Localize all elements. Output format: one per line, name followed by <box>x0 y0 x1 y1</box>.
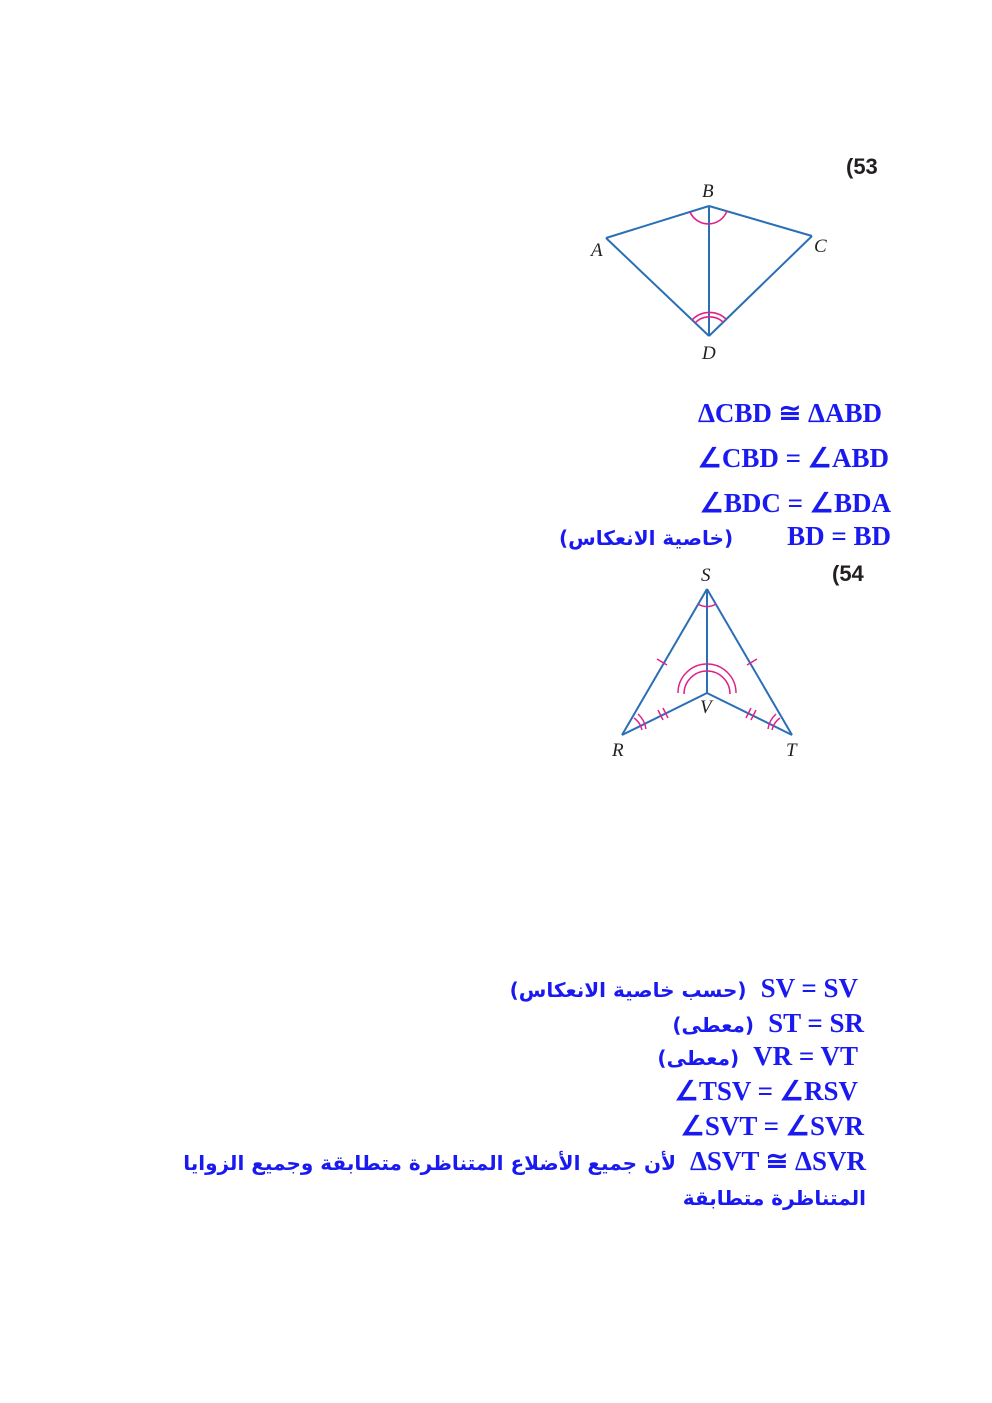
statement: ∠CBD = ∠ABD <box>697 443 889 473</box>
statement: ST = SR <box>768 1008 864 1038</box>
reason: لأن جميع الأضلاع المتناظرة متطابقة وجميع الزوايا المتناظرة متطابقة <box>183 1151 866 1210</box>
statement: ΔSVT ≅ ΔSVR <box>689 1146 866 1176</box>
reason: (حسب خاصية الانعكاس) <box>509 978 747 1002</box>
figure-54 <box>600 560 820 765</box>
proof-54-line-1 <box>510 972 858 1006</box>
label-t: T <box>786 740 797 761</box>
proof-54-line-4 <box>675 1075 858 1107</box>
proof-53-line-2 <box>698 442 889 474</box>
proof-53-line-4 <box>559 520 891 554</box>
triangle-pair-diagram <box>600 560 820 765</box>
label-a: A <box>591 240 603 261</box>
reason: (معطى) <box>672 1013 755 1037</box>
proof-54-line-5 <box>681 1110 864 1142</box>
problem-53-number: (53 <box>846 154 878 179</box>
kite-diagram <box>580 175 840 370</box>
label-d: D <box>702 343 716 364</box>
label-v: V <box>700 697 712 718</box>
proof-53-line-3 <box>700 487 891 519</box>
reason: (خاصية الانعكاس) <box>559 526 734 550</box>
label-r: R <box>612 740 624 761</box>
segment-cd <box>709 236 812 336</box>
statement: ∠BDC = ∠BDA <box>699 488 891 518</box>
statement: ∠SVT = ∠SVR <box>680 1111 864 1141</box>
segment-ab <box>606 206 709 238</box>
statement: ΔCBD ≅ ΔABD <box>698 398 882 428</box>
label-b: B <box>702 181 714 202</box>
proof-54-line-2 <box>672 1007 864 1041</box>
reason: (معطى) <box>657 1046 740 1070</box>
proof-53-line-1 <box>698 397 882 429</box>
statement: SV = SV <box>760 973 858 1003</box>
segment-da <box>606 238 709 336</box>
figure-53 <box>580 175 840 370</box>
proof-54-line-6 <box>146 1145 866 1217</box>
statement: VR = VT <box>753 1041 858 1071</box>
label-s: S <box>701 565 711 586</box>
problem-54-number: (54 <box>832 561 864 586</box>
statement: ∠TSV = ∠RSV <box>674 1076 858 1106</box>
segment-bc <box>709 206 812 236</box>
proof-54-line-3 <box>657 1040 858 1074</box>
label-c: C <box>814 236 827 257</box>
statement: BD = BD <box>787 521 891 551</box>
